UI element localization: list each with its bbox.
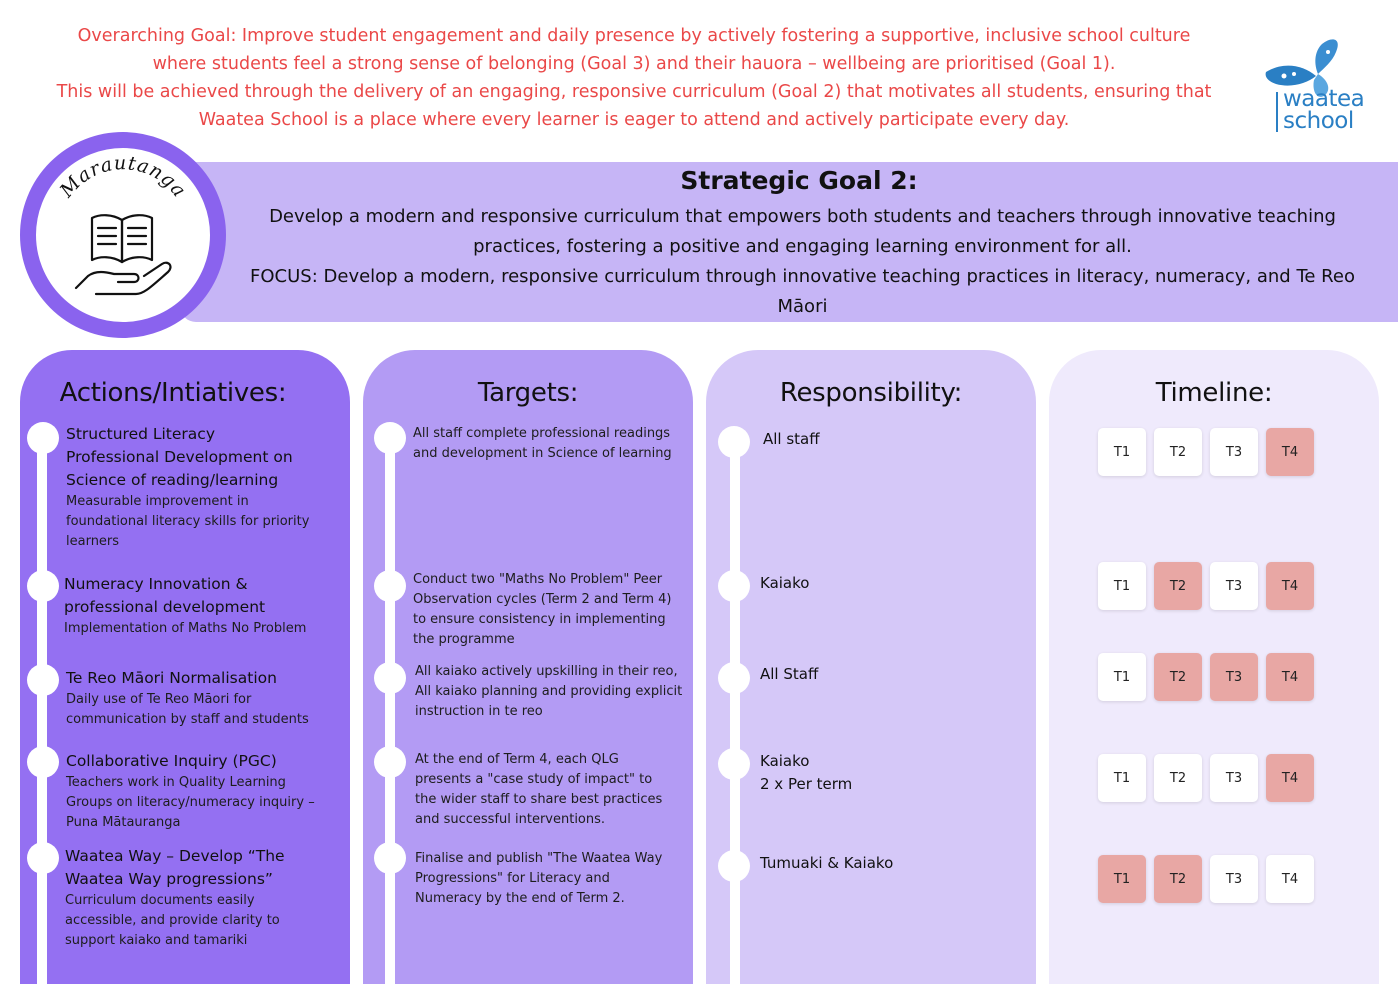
target-item [415, 750, 695, 830]
target-line: All kaiako actively upskilling in their reo, [415, 664, 678, 679]
bullet-dot [27, 746, 59, 778]
action-subtitle: communication by staff and students [66, 712, 309, 727]
timeline-connector [385, 435, 395, 984]
bullet-dot [27, 842, 59, 874]
action-item [66, 750, 336, 833]
target-line: and successful interventions. [415, 812, 606, 827]
term-row [1098, 428, 1322, 476]
bullet-dot [374, 842, 406, 874]
action-subtitle: Groups on literacy/numeracy inquiry – [66, 795, 315, 810]
target-line: At the end of Term 4, each QLG [415, 752, 619, 767]
responsibility-item [760, 852, 893, 875]
overarching-goal [20, 22, 1248, 134]
target-line: the wider staff to share best practices [415, 792, 663, 807]
target-line: Conduct two "Maths No Problem" Peer [413, 572, 663, 587]
bullet-dot [718, 426, 750, 458]
term-row [1098, 653, 1322, 701]
action-subtitle: Teachers work in Quality Learning [66, 775, 286, 790]
responsibility-item [760, 663, 818, 686]
term-cell [1098, 428, 1146, 476]
responsibility-item [760, 572, 809, 595]
target-line: Observation cycles (Term 2 and Term 4) [413, 592, 672, 607]
term-cell [1154, 653, 1202, 701]
action-item [66, 667, 336, 730]
term-label: T3 [1225, 669, 1243, 685]
responsibility-line: All staff [763, 430, 820, 448]
bullet-dot [27, 422, 59, 454]
term-cell [1154, 562, 1202, 610]
target-item [415, 849, 695, 909]
term-label: T4 [1281, 871, 1299, 887]
term-cell [1266, 653, 1314, 701]
term-cell [1210, 653, 1258, 701]
action-subtitle: accessible, and provide clarity to [65, 913, 280, 928]
term-label: T1 [1113, 871, 1131, 887]
action-title: Collaborative Inquiry (PGC) [66, 752, 277, 770]
bullet-dot [718, 570, 750, 602]
goal-desc-line: practices, fostering a positive and engaging learning environment for all. [473, 236, 1132, 257]
term-label: T4 [1281, 444, 1299, 460]
term-row [1098, 562, 1322, 610]
bullet-dot [27, 664, 59, 696]
term-cell [1098, 653, 1146, 701]
goal-line: Waatea School is a place where every learner is eager to attend and actively participate every day. [198, 110, 1070, 130]
responsibility-item [760, 750, 852, 796]
term-cell [1210, 855, 1258, 903]
actions-heading: Actions/Intiatives: [59, 378, 287, 408]
target-line: All kaiako planning and providing explicit [415, 684, 683, 699]
goal-focus-line: FOCUS: Develop a modern, responsive curriculum through innovative teaching practices in literacy, numeracy, and Te Reo [250, 266, 1355, 287]
bullet-dot [374, 570, 406, 602]
responsibility-column [706, 350, 1036, 984]
term-cell [1098, 855, 1146, 903]
marautanga-emblem [20, 132, 226, 338]
term-cell [1210, 754, 1258, 802]
target-item [413, 570, 693, 650]
timeline-connector [37, 435, 47, 984]
logo-word: waatea [1283, 86, 1365, 112]
term-label: T3 [1225, 578, 1243, 594]
bullet-dot [374, 746, 406, 778]
action-subtitle: Curriculum documents easily [65, 893, 255, 908]
emblem-word: Marautanga [55, 152, 191, 202]
term-label: T2 [1169, 578, 1187, 594]
term-cell [1210, 562, 1258, 610]
target-line: All staff complete professional readings [413, 426, 671, 441]
bullet-dot [718, 850, 750, 882]
action-subtitle: Measurable improvement in [66, 494, 249, 509]
goal-focus-line: Māori [777, 296, 828, 317]
logo-divider [1276, 92, 1278, 132]
term-label: T1 [1113, 444, 1131, 460]
bullet-dot [718, 748, 750, 780]
term-row [1098, 754, 1322, 802]
term-label: T4 [1281, 578, 1299, 594]
action-subtitle: Puna Mātauranga [66, 815, 181, 830]
action-item [66, 423, 336, 552]
term-cell [1098, 754, 1146, 802]
goal-line: Overarching Goal: Improve student engagement and daily presence by actively fostering a supportive, inclusive school culture [77, 26, 1191, 46]
responsibility-line: Kaiako [760, 752, 810, 770]
action-subtitle: foundational literacy skills for priority [66, 514, 310, 529]
term-label: T2 [1169, 871, 1187, 887]
target-line: and development in Science of learning [413, 446, 672, 461]
term-label: T2 [1169, 444, 1187, 460]
target-line: to ensure consistency in implementing [413, 612, 666, 627]
action-title: professional development [64, 598, 266, 616]
target-line: the programme [413, 632, 515, 647]
target-line: presents a "case study of impact" to [415, 772, 653, 787]
action-item [64, 573, 334, 639]
action-title: Te Reo Māori Normalisation [66, 669, 277, 687]
term-label: T2 [1169, 770, 1187, 786]
action-title: Waatea Way progressions” [65, 870, 273, 888]
term-label: T2 [1169, 669, 1187, 685]
term-cell [1266, 562, 1314, 610]
term-label: T3 [1225, 444, 1243, 460]
term-label: T4 [1281, 770, 1299, 786]
action-title: Professional Development on [66, 448, 293, 466]
term-label: T1 [1113, 770, 1131, 786]
targets-heading: Targets: [477, 378, 579, 408]
action-title: Science of reading/learning [66, 471, 279, 489]
responsibility-heading: Responsibility: [779, 378, 963, 408]
term-row [1098, 855, 1322, 903]
term-cell [1266, 754, 1314, 802]
goal-line: where students feel a strong sense of belonging (Goal 3) and their hauora – wellbeing are prioritised (Goal 1). [152, 54, 1116, 74]
target-line: Progressions" for Literacy and [415, 871, 610, 886]
target-line: Finalise and publish "The Waatea Way [415, 851, 663, 866]
bullet-dot [374, 422, 406, 454]
term-cell [1154, 428, 1202, 476]
term-cell [1154, 855, 1202, 903]
responsibility-line: Tumuaki & Kaiako [760, 854, 894, 872]
timeline-connector [730, 435, 740, 984]
timeline-heading: Timeline: [1155, 378, 1273, 408]
action-subtitle: support kaiako and tamariki [65, 933, 248, 948]
goal-desc-line: Develop a modern and responsive curriculum that empowers both students and teachers through innovative teaching [269, 206, 1336, 227]
open-book-in-hand-icon [36, 148, 210, 322]
term-cell [1154, 754, 1202, 802]
responsibility-line: Kaiako [760, 574, 810, 592]
logo-word: school [1283, 108, 1354, 134]
strategic-goal-description [240, 202, 1365, 322]
bullet-dot [718, 662, 750, 694]
target-item [415, 662, 695, 722]
term-cell [1266, 428, 1314, 476]
term-cell [1098, 562, 1146, 610]
term-label: T4 [1281, 669, 1299, 685]
term-cell [1210, 428, 1258, 476]
target-item [413, 424, 693, 464]
action-subtitle: Daily use of Te Reo Māori for [66, 692, 252, 707]
bullet-dot [27, 570, 59, 602]
term-label: T1 [1113, 669, 1131, 685]
action-item [65, 845, 337, 951]
term-label: T1 [1113, 578, 1131, 594]
action-subtitle: Implementation of Maths No Problem [64, 621, 307, 636]
action-subtitle: learners [66, 534, 120, 549]
target-line: Numeracy by the end of Term 2. [415, 891, 625, 906]
term-label: T3 [1225, 871, 1243, 887]
bullet-dot [374, 662, 406, 694]
target-line: instruction in te reo [415, 704, 543, 719]
responsibility-item [763, 428, 820, 451]
term-cell [1266, 855, 1314, 903]
term-label: T3 [1225, 770, 1243, 786]
goal-line: This will be achieved through the delivery of an engaging, responsive curriculum (Goal 2) that motivates all students, ensuring that [56, 82, 1212, 102]
action-title: Numeracy Innovation & [64, 575, 248, 593]
logo-wordmark [1283, 88, 1364, 132]
responsibility-line: 2 x Per term [760, 775, 853, 793]
responsibility-line: All Staff [760, 665, 819, 683]
strategic-goal-title: Strategic Goal 2: [680, 166, 918, 195]
action-title: Structured Literacy [66, 425, 215, 443]
action-title: Waatea Way – Develop “The [65, 847, 285, 865]
